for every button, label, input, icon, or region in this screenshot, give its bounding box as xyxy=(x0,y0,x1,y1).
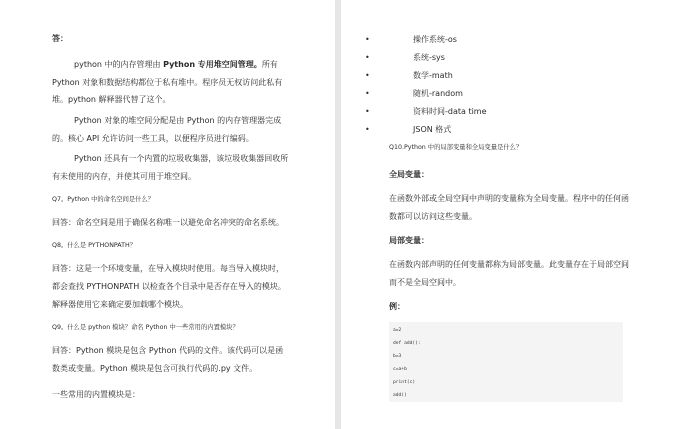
left-page xyxy=(0,0,335,429)
code-line: c=a+b xyxy=(393,367,407,372)
right-page xyxy=(341,0,674,429)
list-item: • JSON 格式 xyxy=(389,121,634,139)
code-block xyxy=(389,322,623,402)
heap-paragraph: Python 对象的堆空间分配是由 Python 的内存管理器完成的。核心 API 允许访问一些工具，以便程序员进行编码。 xyxy=(52,115,282,143)
local-text: 在函数内部声明的任何变量都称为局部变量。此变量存在于局部空间而不是全局空间中。 xyxy=(389,260,629,287)
global-text: 在函数外部或全局空间中声明的变量称为全局变量。程序中的任何函数都可以访问这些变量。 xyxy=(389,194,629,221)
gc-paragraph: Python 还具有一个内置的垃圾收集器，该垃圾收集器回收所有未使用的内存，并使其可用于堆空间。 xyxy=(52,153,289,181)
answer-7: 回答：命名空间是用于确保名称唯一以避免命名冲突的命名系统。 xyxy=(52,217,284,227)
local-heading: 局部变量： xyxy=(389,236,429,245)
question-7: Q7。Python 中的命名空间是什么？ xyxy=(52,195,155,203)
code-line: def add(): xyxy=(393,341,421,346)
list-item: • 资料时间-data time xyxy=(389,103,634,121)
list-item: • 操作系统-os xyxy=(389,31,634,49)
answer-8: 回答：这是一个环境变量，在导入模块时使用。每当导入模块时，都会查找 PYTHONPATH 以检查各个目录中是否存在导入的模块。解释器使用它来确定要加载哪个模块。 xyxy=(52,263,286,309)
memory-text-post: 所有 Python 对象和数据结构都位于私有堆中。程序员无权访问此私有堆。python 解释器代替了这个。 xyxy=(52,60,283,104)
modules-intro: 一些常用的内置模块是： xyxy=(52,389,140,399)
question-9: Q9。什么是 python 模块？命名 Python 中一些常用的内置模块？ xyxy=(52,323,239,331)
list-item: • 随机-random xyxy=(389,85,634,103)
memory-text-pre: python 中的内存管理由 xyxy=(74,60,164,69)
list-item: • 数学-math xyxy=(389,67,634,85)
memory-paragraph xyxy=(52,56,291,109)
memory-text-bold: Python 专用堆空间管理。 xyxy=(163,60,262,69)
code-line: add() xyxy=(393,393,407,398)
answer-9: 回答：Python 模块是包含 Python 代码的文件。该代码可以是函数类或变量。Python 模块是包含可执行代码的.py 文件。 xyxy=(52,345,284,373)
modules-list xyxy=(389,31,634,139)
code-line: print(c) xyxy=(393,380,416,385)
list-item: • 系统-sys xyxy=(389,49,634,67)
code-line: b=3 xyxy=(393,354,402,359)
question-8: Q8。什么是 PYTHONPATH？ xyxy=(52,241,136,249)
code-line: a=2 xyxy=(393,328,402,333)
question-10: Q10.Python 中的局部变量和全局变量是什么？ xyxy=(389,144,523,151)
example-heading: 例： xyxy=(389,302,405,311)
answer-label: 答： xyxy=(52,34,68,43)
global-heading: 全局变量： xyxy=(389,170,429,179)
